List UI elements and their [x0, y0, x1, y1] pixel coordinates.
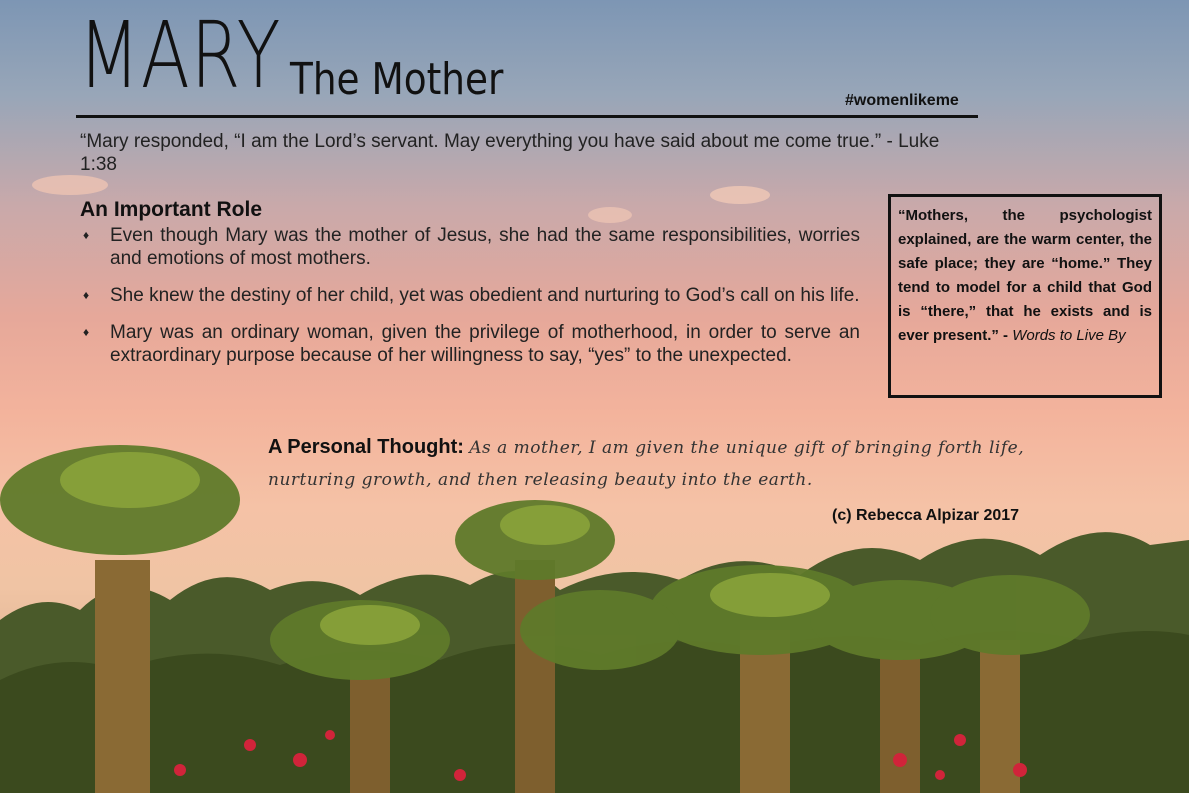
bullet-diamond-icon: ♦: [83, 228, 90, 242]
bullet-diamond-icon: ♦: [83, 325, 90, 339]
title-divider: [76, 115, 978, 118]
list-item: [80, 224, 860, 270]
scripture-quote: “Mary responded, “I am the Lord’s servant. May everything you have said about me come true.” - Luke 1:38: [80, 131, 940, 175]
personal-thought: [268, 432, 1068, 496]
personal-thought-text: As a mother, I am given the unique gift of bringing forth life, nurturing growth, and then releasing beauty into the earth.: [268, 438, 1025, 490]
hashtag: #womenlikeme: [845, 92, 959, 109]
list-item: [80, 284, 860, 307]
sidebar-quote-text: “Mothers, the psychologist explained, are the warm center, the safe place; they are “home.” They tend to model for a child that God is “there,” that he exists and is ever present.” -: [898, 207, 1152, 344]
personal-thought-label: A Personal Thought:: [268, 436, 464, 458]
list-item-text: She knew the destiny of her child, yet was obedient and nurturing to God’s call on his life.: [110, 285, 860, 306]
list-item: [80, 321, 860, 367]
list-item-text: Even though Mary was the mother of Jesus, she had the same responsibilities, worries and emotions of most mothers.: [110, 225, 860, 269]
list-item-text: Mary was an ordinary woman, given the privilege of motherhood, in order to serve an extraordinary purpose because of her willingness to say, “yes” to the unexpected.: [110, 322, 860, 366]
bullet-diamond-icon: ♦: [83, 288, 90, 302]
sidebar-quote-attribution: Words to Live By: [1012, 327, 1126, 344]
subtitle-the-mother: The Mother: [290, 54, 504, 105]
title-mary: MARY: [78, 2, 282, 109]
section-heading-important-role: An Important Role: [80, 198, 262, 221]
role-bullet-list: [80, 224, 860, 381]
sidebar-quote-box: [888, 194, 1162, 398]
copyright-notice: (c) Rebecca Alpizar 2017: [832, 507, 1020, 524]
